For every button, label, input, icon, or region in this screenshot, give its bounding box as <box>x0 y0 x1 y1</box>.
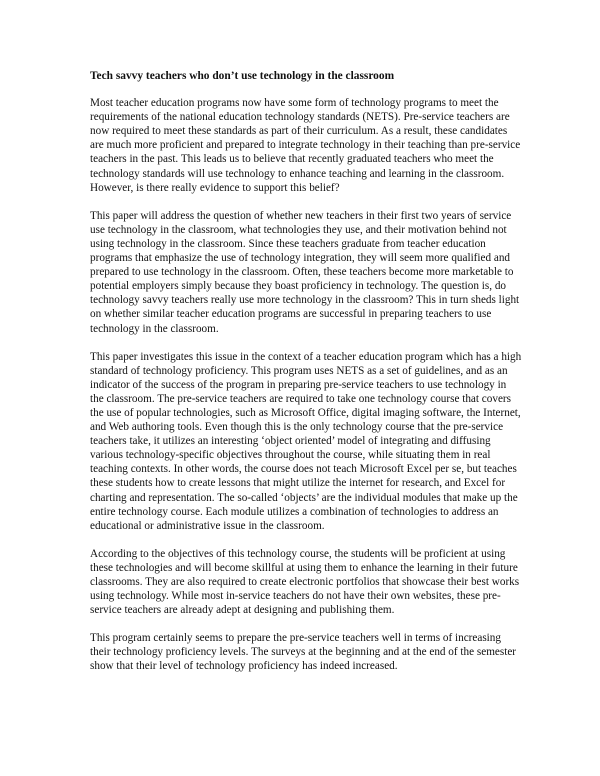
document-page <box>90 69 522 688</box>
paragraph-1: Most teacher education programs now have some form of technology programs to meet the requirements of the national education technology standards (NETS). Pre-service teachers are now required to meet these standards as part of their curriculum. As a result, these candidates are much more proficient and prepared to integrate technology in their teaching than pre-service teachers in the past. This leads us to believe that recently graduated teachers who meet the technology standards will use technology to enhance teaching and learning in the classroom. However, is there really evidence to support this belief? <box>90 97 521 194</box>
paragraph-5: This program certainly seems to prepare the pre-service teachers well in terms of increasing their technology proficiency levels. The surveys at the beginning and at the end of the semester show that their level of technology proficiency has indeed increased. <box>90 632 517 673</box>
paragraph-4: According to the objectives of this technology course, the students will be proficient at using these technologies and will become skillful at using them to enhance the learning in their future classrooms. They are also required to create electronic portfolios that showcase their best works using technology. While most in-service teachers do not have their own websites, these pre-service teachers are already adept at designing and publishing them. <box>90 547 520 617</box>
paragraph-2: This paper will address the question of whether new teachers in their first two years of service use technology in the classroom, what technologies they use, and their motivation behind not using technology in the classroom. Since these teachers graduate from teacher education programs that emphasize the use of technology integration, they will seem more qualified and prepared to use technology in the classroom. Often, these teachers become more marketable to potential employers simply because they boast proficiency in technology. The question is, do technology savvy teachers really use more technology in the classroom? This in turn sheds light on whether similar teacher education programs are successful in preparing teachers to use technology in the classroom. <box>90 209 520 335</box>
paragraph-3: This paper investigates this issue in the context of a teacher education program which has a high standard of technology proficiency. This program uses NETS as a set of guidelines, and as an indicator of the success of the program in preparing pre-service teachers to use technology in the classroom. The pre-service teachers are required to take one technology course that covers the use of popular technologies, such as Microsoft Office, digital imaging software, the Internet, and Web authoring tools. Even though this is the only technology course that the pre-service teachers take, it utilizes an interesting ‘object oriented’ model of integrating and diffusing various technology-specific objectives throughout the course, while situating them in real teaching contexts. In other words, the course does not teach Microsoft Excel per se, but teaches these students how to create lessons that might utilize the internet for research, and Excel for charting and representation. The so-called ‘objects’ are the individual modules that make up the entire technology course. Each module utilizes a combination of technologies to address an educational or administrative issue in the classroom. <box>90 350 522 532</box>
document-title: Tech savvy teachers who don’t use technology in the classroom <box>90 70 395 82</box>
